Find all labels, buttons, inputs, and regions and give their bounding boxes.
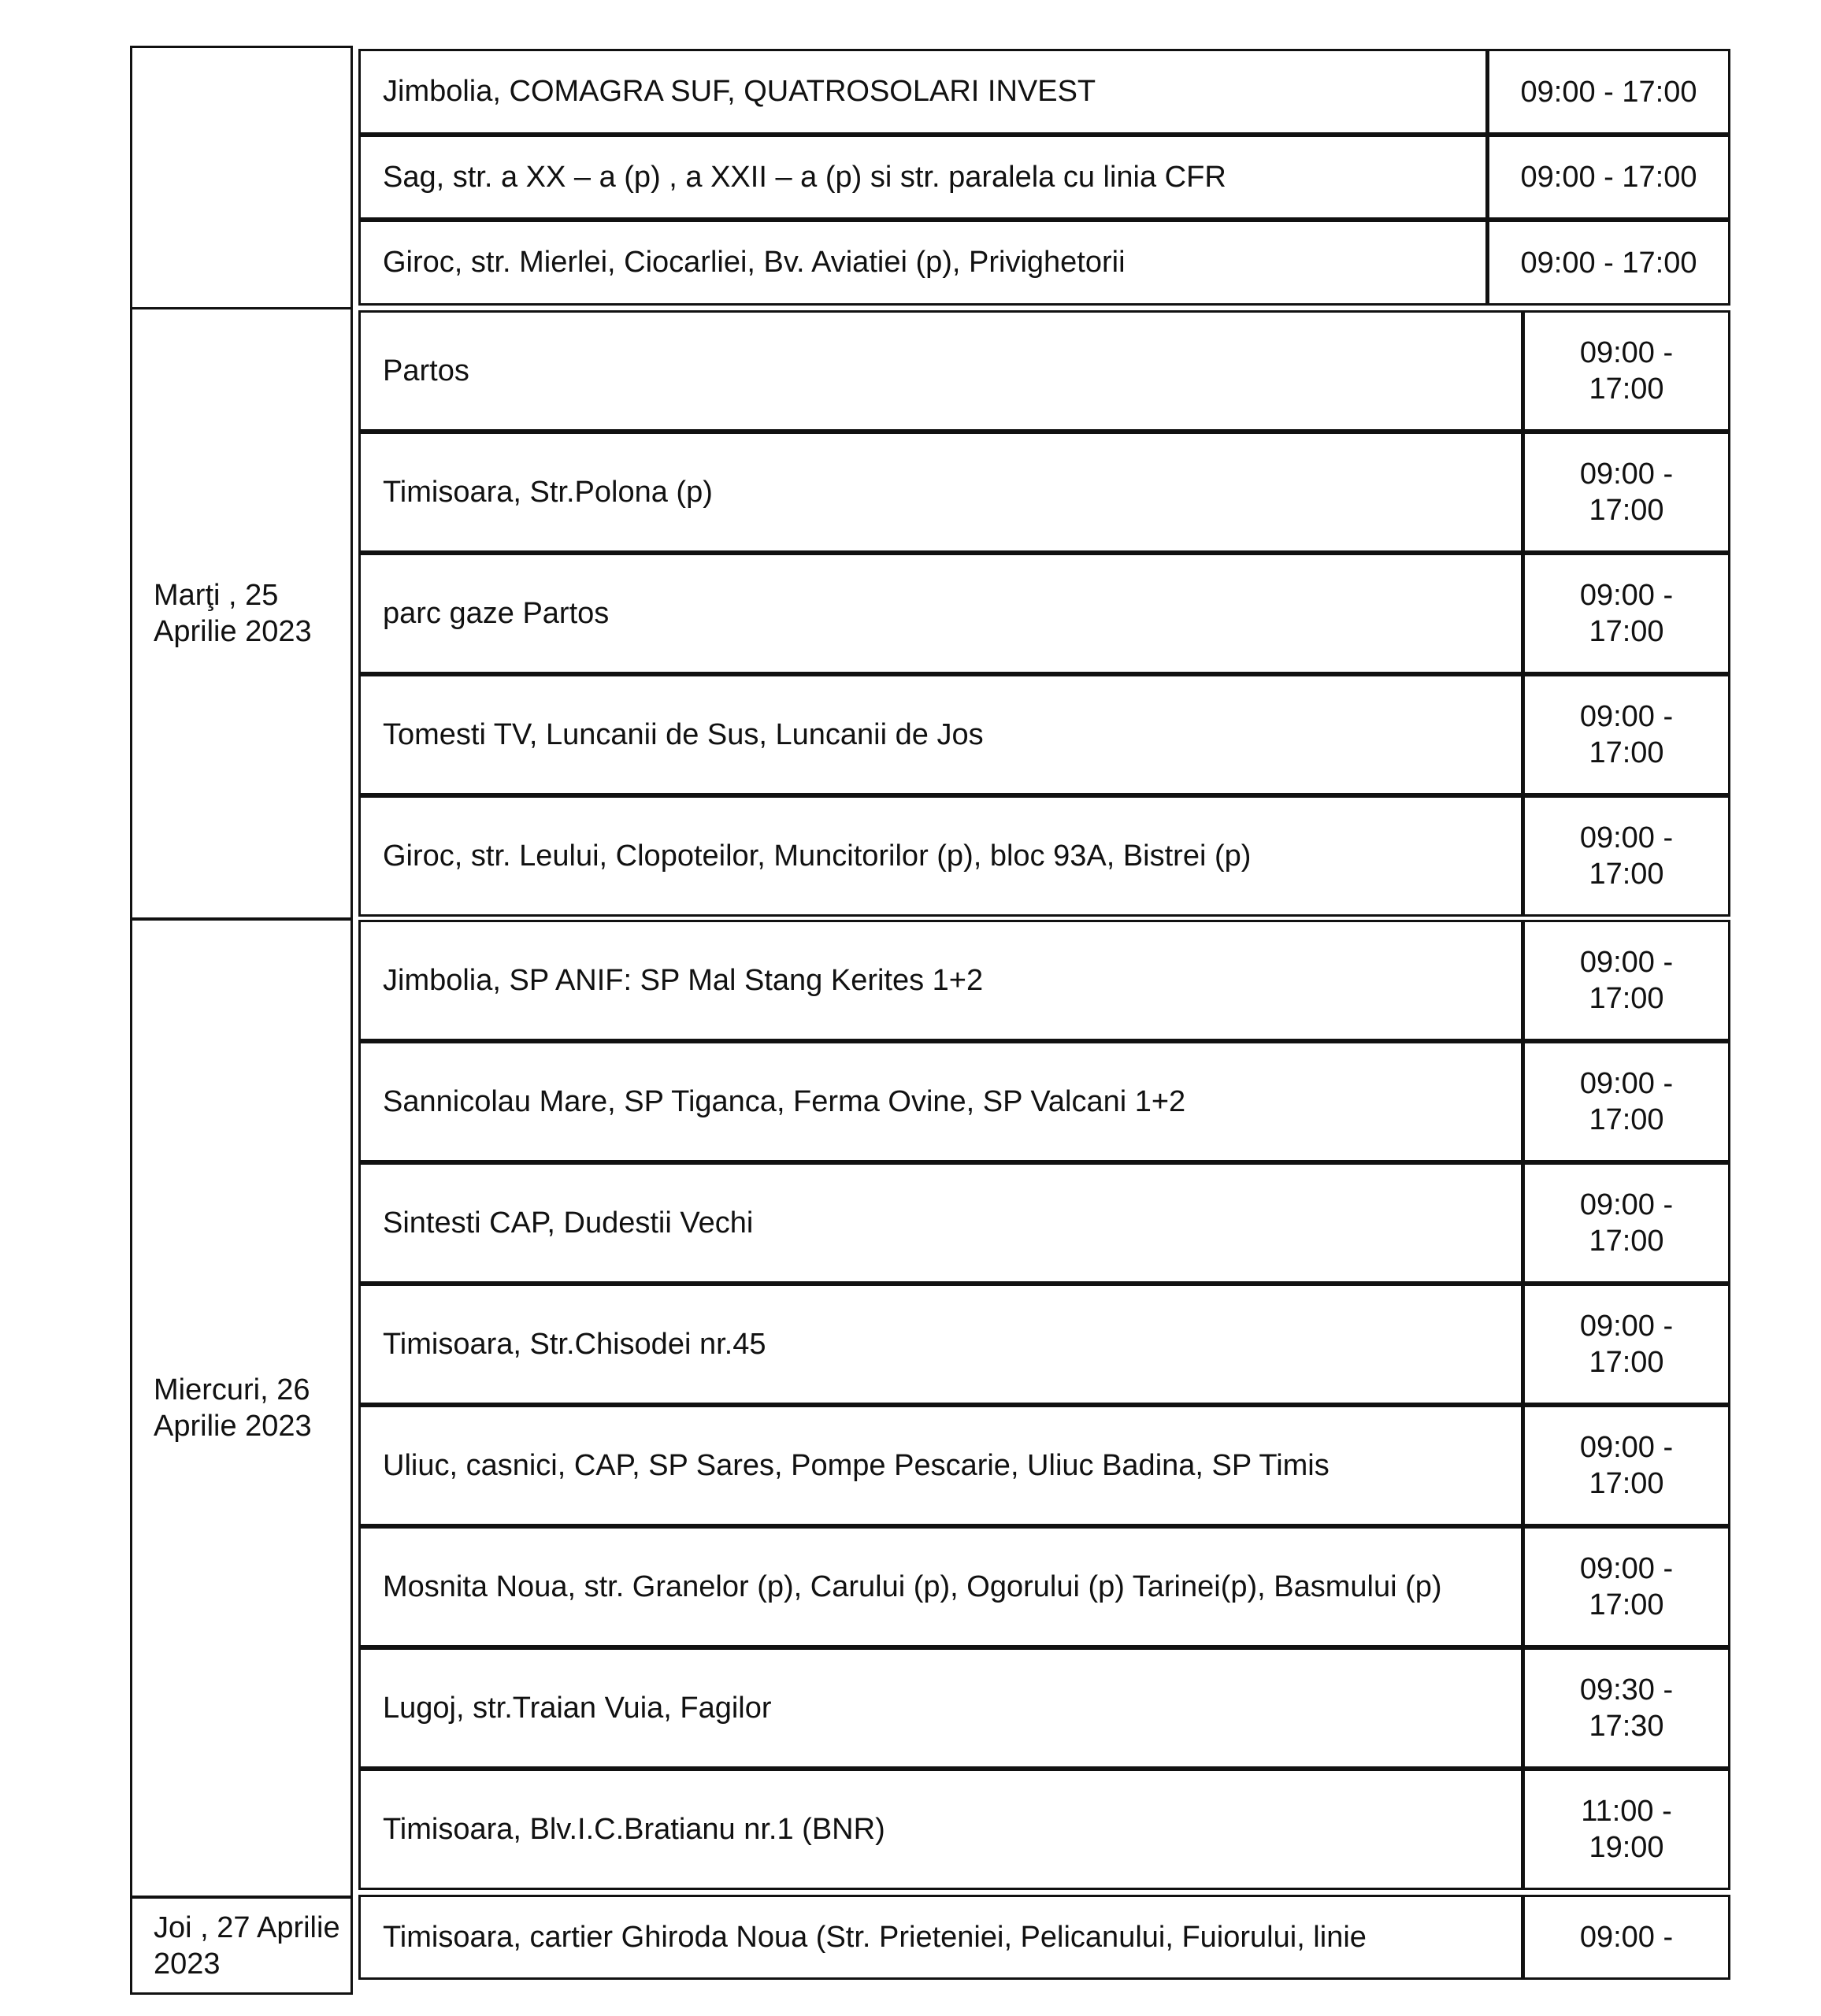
location-cell: Uliuc, casnici, CAP, SP Sares, Pompe Pescarie, Uliuc Badina, SP Timis — [361, 1407, 1525, 1524]
table-row — [358, 1895, 1730, 1980]
time-cell: 09:00 - 17:00 — [1579, 1067, 1674, 1136]
table-row — [358, 135, 1730, 220]
location-cell: Giroc, str. Leului, Clopoteilor, Muncitorilor (p), bloc 93A, Bistrei (p) — [361, 798, 1525, 914]
time-cell: 09:00 - 17:00 — [1579, 458, 1674, 527]
table-row — [358, 1769, 1730, 1890]
table-row — [358, 1526, 1730, 1647]
time-cell: 09:00 - 17:00 — [1579, 1188, 1674, 1258]
table-row — [358, 220, 1730, 306]
location-cell: parc gaze Partos — [361, 555, 1525, 672]
location-cell: Lugoj, str.Traian Vuia, Fagilor — [361, 1650, 1525, 1766]
day-cell-wednesday: Miercuri, 26 Aprilie 2023 — [130, 918, 353, 1898]
time-cell: 09:00 - 17:00 — [1579, 1431, 1674, 1500]
time-cell: 09:00 - 17:00 — [1579, 336, 1674, 406]
table-row — [358, 795, 1730, 917]
time-cell: 09:00 - 17:00 — [1579, 1310, 1674, 1379]
time-cell: 09:00 - — [1579, 1921, 1674, 1954]
location-cell: Giroc, str. Mierlei, Ciocarliei, Bv. Aviatiei (p), Privighetorii — [361, 222, 1489, 303]
location-cell: Timisoara, Str.Chisodei nr.45 — [361, 1286, 1525, 1403]
time-cell: 09:00 - 17:00 — [1520, 246, 1697, 280]
table-row — [358, 674, 1730, 795]
table-row — [358, 49, 1730, 135]
location-cell: Partos — [361, 313, 1525, 429]
table-row — [358, 1405, 1730, 1526]
time-cell: 09:00 - 17:00 — [1579, 579, 1674, 648]
table-row — [358, 1284, 1730, 1405]
location-cell: Timisoara, Str.Polona (p) — [361, 434, 1525, 550]
day-cell-blank — [130, 46, 353, 309]
table-row — [358, 310, 1730, 432]
time-cell: 09:00 - 17:00 — [1579, 700, 1674, 769]
location-cell: Sag, str. a XX – a (p) , a XXII – a (p) si str. paralela cu linia CFR — [361, 137, 1489, 217]
table-row — [358, 432, 1730, 553]
time-cell: 09:00 - 17:00 — [1520, 161, 1697, 194]
table-row — [358, 1041, 1730, 1162]
location-cell: Sintesti CAP, Dudestii Vechi — [361, 1165, 1525, 1281]
location-cell: Tomesti TV, Luncanii de Sus, Luncanii de Jos — [361, 676, 1525, 793]
location-cell: Jimbolia, COMAGRA SUF, QUATROSOLARI INVEST — [361, 51, 1489, 132]
time-cell: 09:00 - 17:00 — [1579, 1552, 1674, 1621]
location-cell: Jimbolia, SP ANIF: SP Mal Stang Kerites 1+2 — [361, 922, 1525, 1039]
day-cell-tuesday: Marţi , 25 Aprilie 2023 — [130, 307, 353, 920]
location-cell: Timisoara, Blv.I.C.Bratianu nr.1 (BNR) — [361, 1771, 1525, 1888]
table-row — [358, 1647, 1730, 1769]
location-cell: Sannicolau Mare, SP Tiganca, Ferma Ovine, SP Valcani 1+2 — [361, 1043, 1525, 1160]
table-row — [358, 553, 1730, 674]
time-cell: 09:00 - 17:00 — [1520, 75, 1697, 109]
table-row — [358, 920, 1730, 1041]
time-cell: 09:00 - 17:00 — [1579, 821, 1674, 891]
day-cell-thursday: Joi , 27 Aprilie 2023 — [130, 1896, 353, 1995]
time-cell: 09:30 - 17:30 — [1579, 1673, 1674, 1743]
table-row — [358, 1162, 1730, 1284]
location-cell: Mosnita Noua, str. Granelor (p), Carului (p), Ogorului (p) Tarinei(p), Basmului (p) — [361, 1529, 1525, 1645]
time-cell: 09:00 - 17:00 — [1579, 946, 1674, 1015]
location-cell: Timisoara, cartier Ghiroda Noua (Str. Prieteniei, Pelicanului, Fuiorului, linie — [361, 1897, 1525, 1977]
time-cell: 11:00 - 19:00 — [1581, 1795, 1672, 1864]
